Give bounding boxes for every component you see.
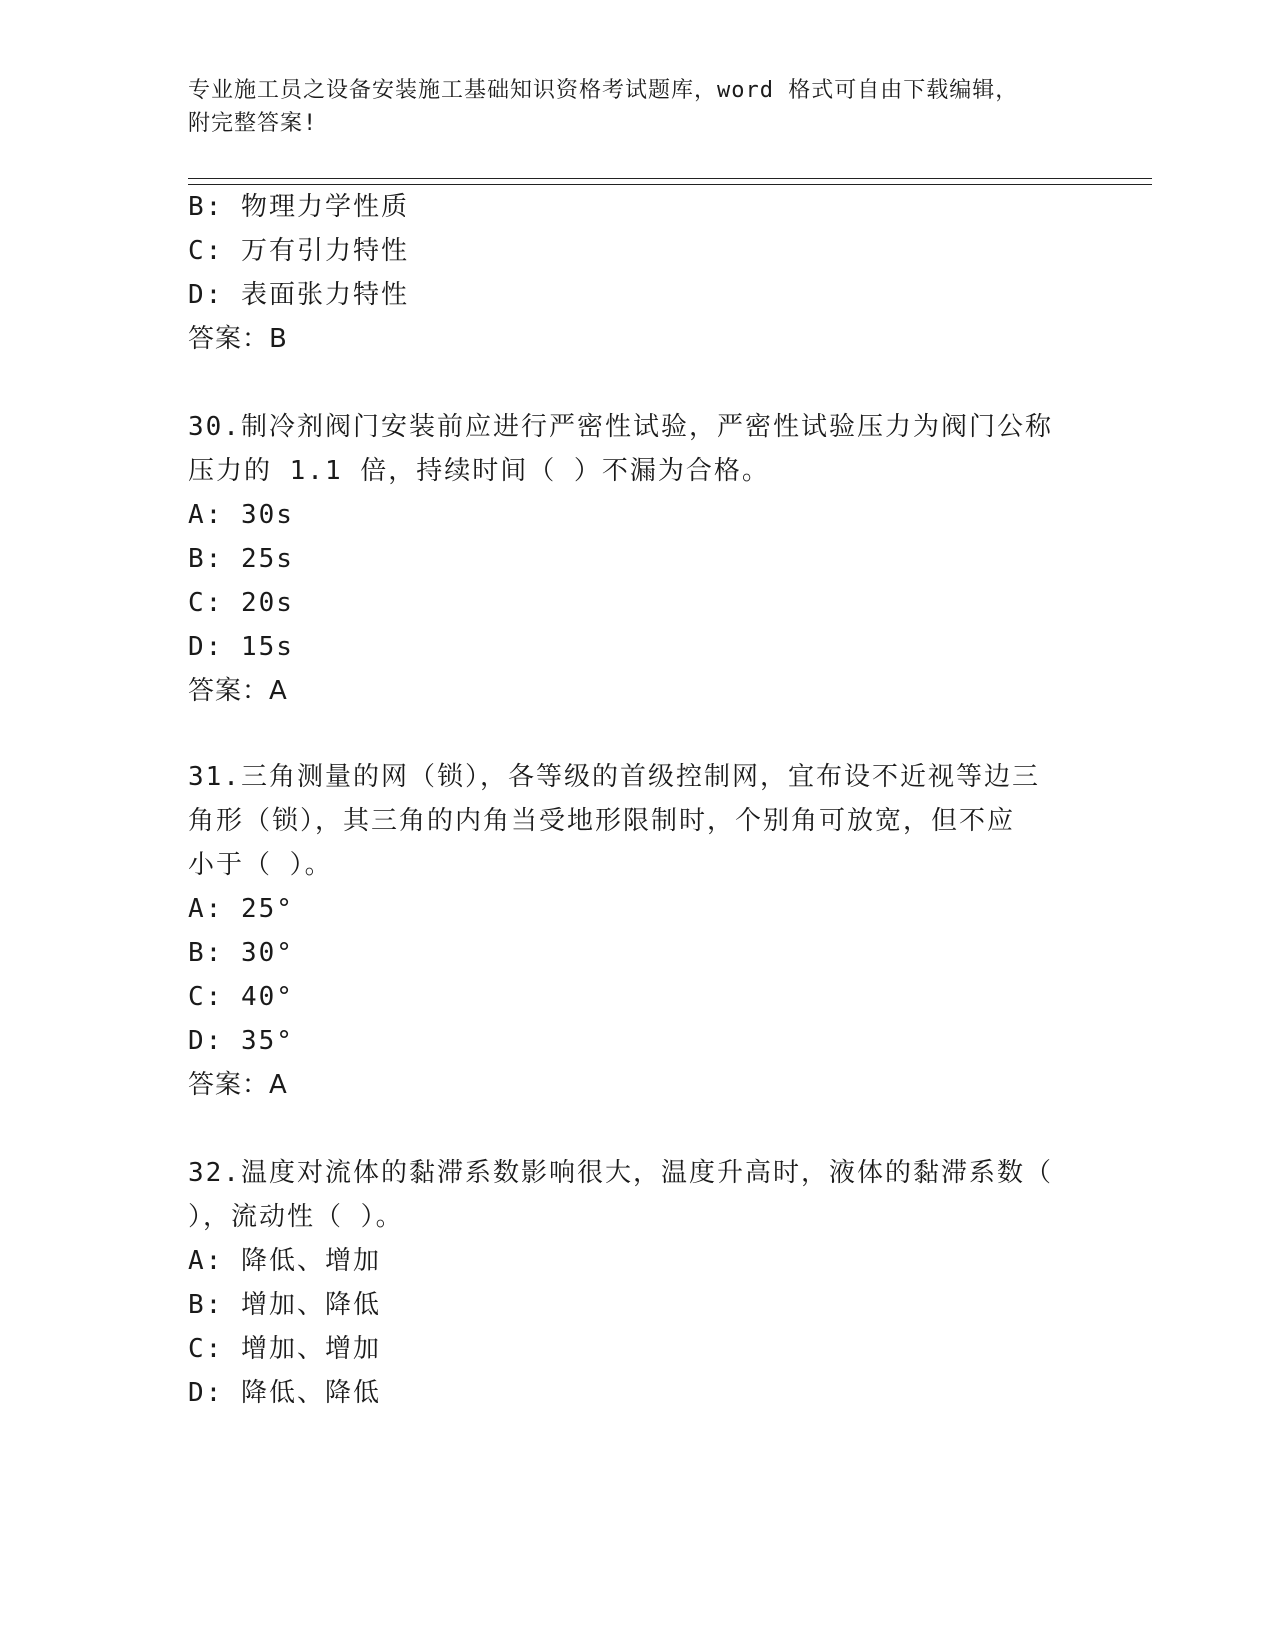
q30-option-d: D: 15s [188,632,294,662]
q30-option-c: C: 20s [188,588,294,618]
q31-option-d: D: 35° [188,1026,294,1056]
q31-option-a: A: 25° [188,894,294,924]
q32-option-d: D: 降低、降低 [188,1378,381,1408]
q30-stem-line-2: 压力的 1.1 倍，持续时间（ ）不漏为合格。 [188,456,770,486]
q31-answer: 答案：A [188,1070,288,1100]
q32-option-b: B: 增加、降低 [188,1290,381,1320]
q32-stem-line-1: 32.温度对流体的黏滞系数影响很大，温度升高时，液体的黏滞系数（ [188,1158,1053,1188]
q31-stem-line-1: 31.三角测量的网（锁），各等级的首级控制网，宜布设不近视等边三 [188,762,1040,792]
header-divider-top [188,178,1152,179]
q31-stem-line-3: 小于（ ）。 [188,850,333,880]
q29-option-d: D: 表面张力特性 [188,280,409,310]
header-line-2: 附完整答案! [188,111,318,136]
q32-option-c: C: 增加、增加 [188,1334,381,1364]
q30-answer: 答案：A [188,676,288,706]
q29-answer: 答案：B [188,324,288,354]
q31-option-c: C: 40° [188,982,294,1012]
q29-option-b: B: 物理力学性质 [188,192,409,222]
q29-option-c: C: 万有引力特性 [188,236,409,266]
header-line-1: 专业施工员之设备安装施工基础知识资格考试题库，word 格式可自由下载编辑， [188,78,1019,103]
q32-stem-line-2: ），流动性（ ）。 [188,1202,404,1232]
document-header [188,74,1068,140]
q30-option-b: B: 25s [188,544,294,574]
q30-option-a: A: 30s [188,500,294,530]
header-divider-bottom [188,184,1152,185]
q32-option-a: A: 降低、增加 [188,1246,381,1276]
q31-stem-line-2: 角形（锁），其三角的内角当受地形限制时，个别角可放宽，但不应 [188,806,1016,836]
q31-option-b: B: 30° [188,938,294,968]
q30-stem-line-1: 30.制冷剂阀门安装前应进行严密性试验，严密性试验压力为阀门公称 [188,412,1053,442]
